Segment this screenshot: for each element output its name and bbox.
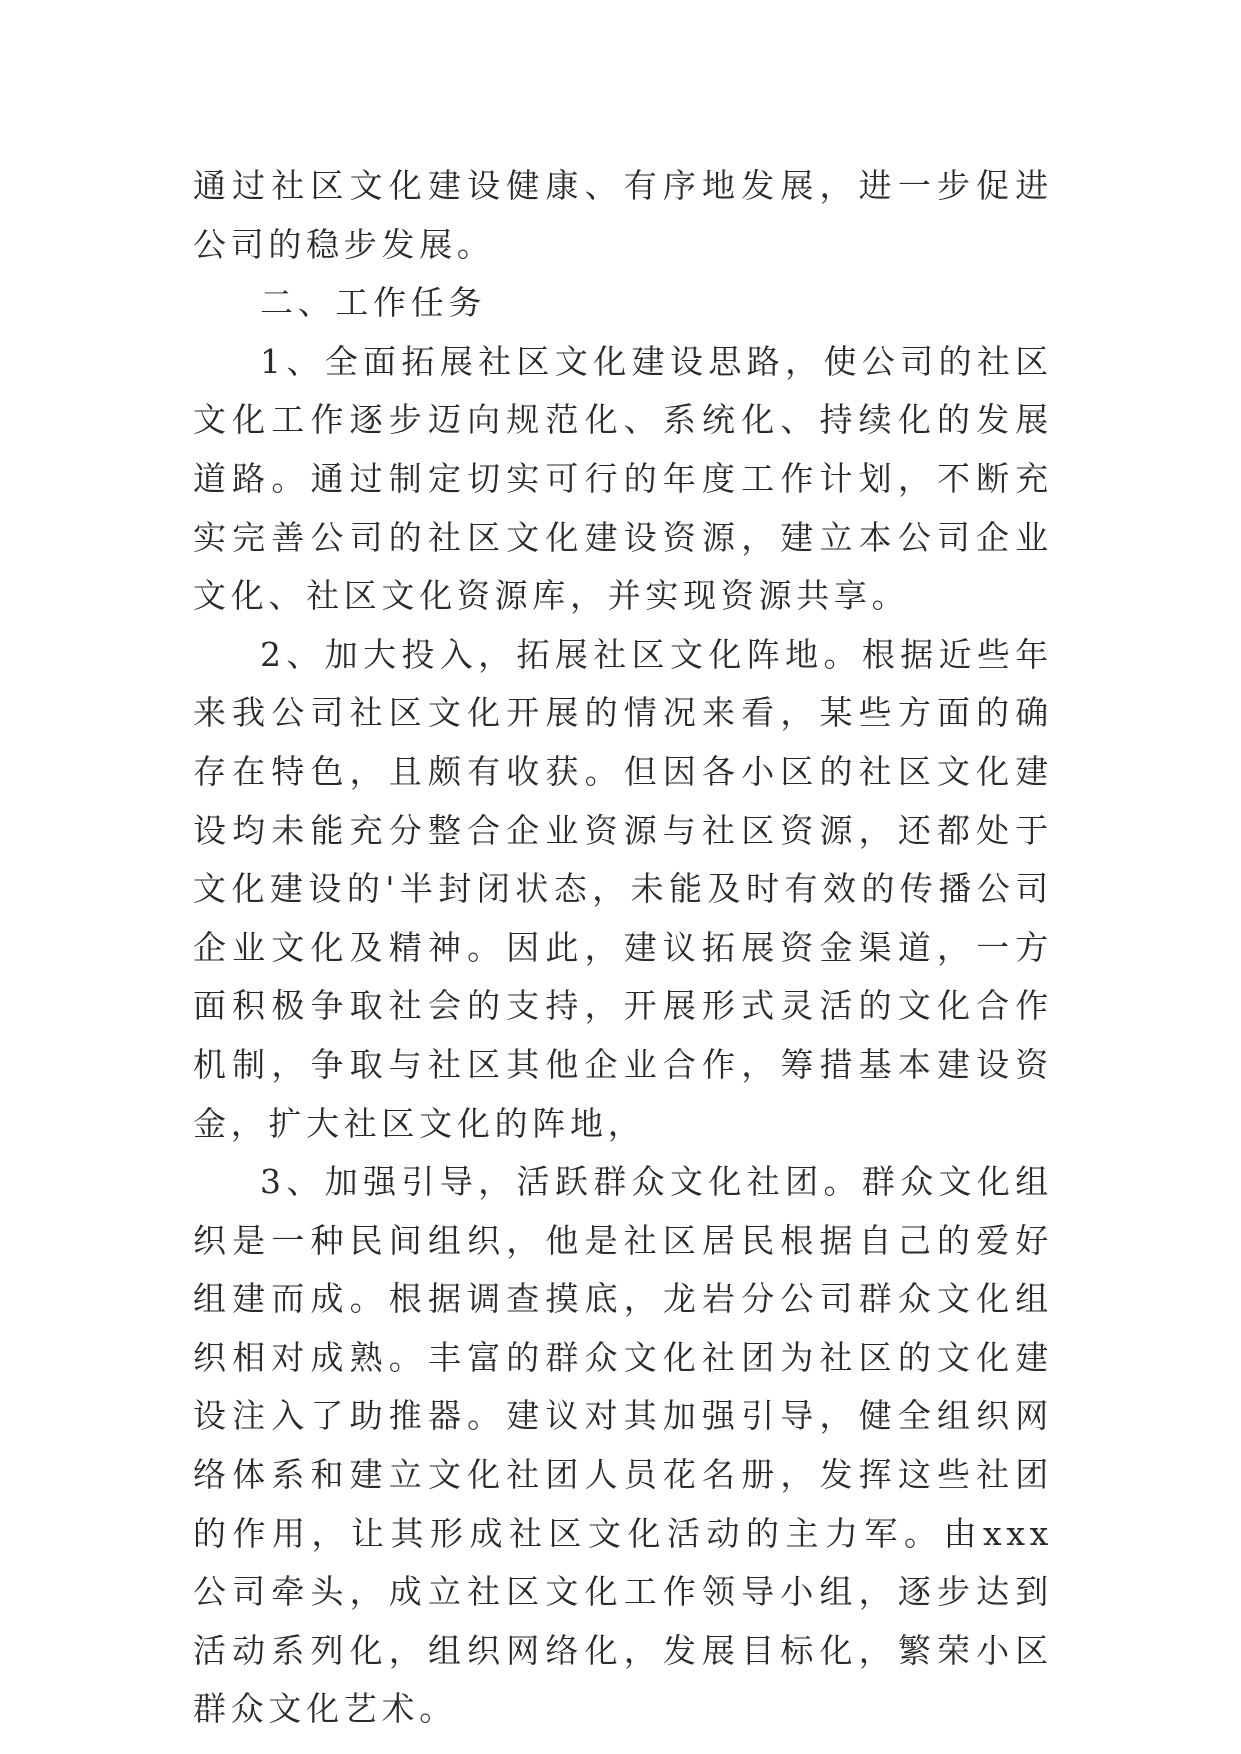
section-heading-work-tasks: 二、工作任务 [260,283,487,323]
paragraph-task-2: 2、加大投入，拓展社区文化阵地。根据近些年来我公司社区文化开展的情况来看，某些方面的确存在特色，且颇有收获。但因各小区的社区文化建设均未能充分整合企业资源与社区资源，还都处于文化建设的'半封闭状态，未能及时有效的传播公司企业文化及精神。因此，建议拓展资金渠道，一方面积极争取社会的支持，开展形式灵活的文化合作机制，争取与社区其他企业合作，筹措基本建设资金，扩大社区文化的阵地， [193,634,1053,1143]
document-body [193,157,1053,1739]
paragraph-task-1: 1、全面拓展社区文化建设思路，使公司的社区文化工作逐步迈向规范化、系统化、持续化的发展道路。通过制定切实可行的年度工作计划，不断充实完善公司的社区文化建设资源，建立本公司企业文化、社区文化资源库，并实现资源共享。 [193,341,1053,616]
paragraph-task-3: 3、加强引导，活跃群众文化社团。群众文化组织是一种民间组织，他是社区居民根据自己的爱好组建而成。根据调查摸底，龙岩分公司群众文化组织相对成熟。丰富的群众文化社团为社区的文化建设注入了助推器。建议对其加强引导，健全组织网络体系和建立文化社团人员花名册，发挥这些社团的作用，让其形成社区文化活动的主力军。由xxx公司牵头，成立社区文化工作领导小组，逐步达到活动系列化，组织网络化，发展目标化，繁荣小区群众文化艺术。 [193,1162,1053,1729]
paragraph-intro-continued: 通过社区文化建设健康、有序地发展，进一步促进公司的稳步发展。 [193,166,1053,264]
